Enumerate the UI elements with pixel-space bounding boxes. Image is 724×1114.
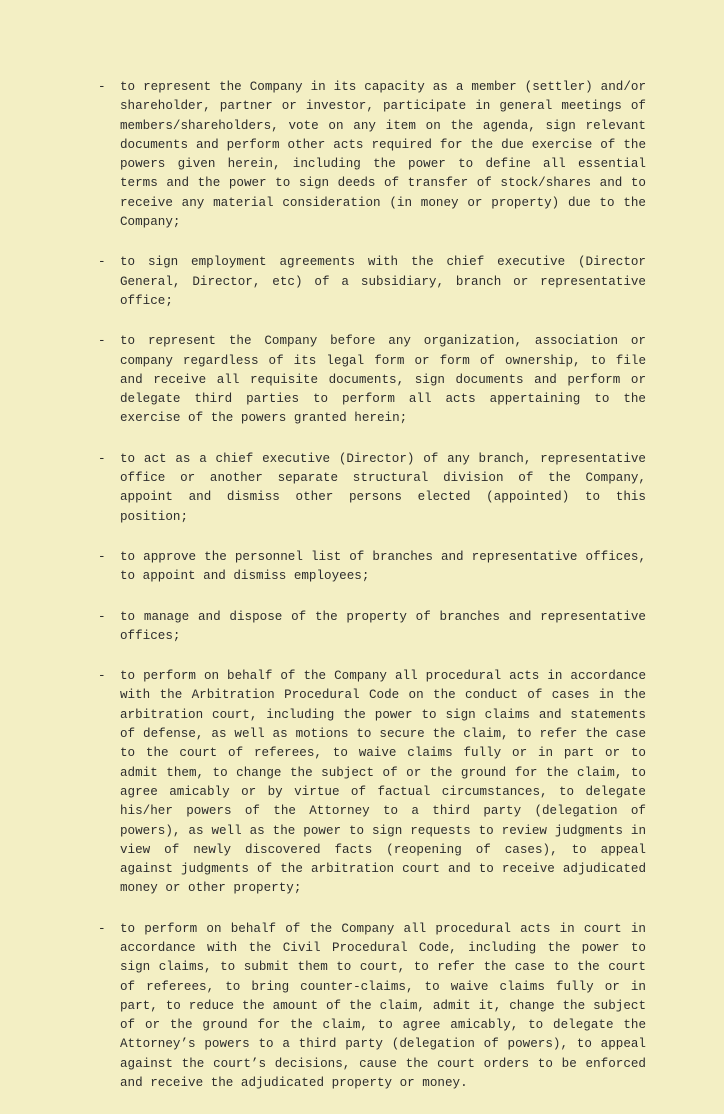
clause-text: to act as a chief executive (Director) of any branch, representative office or another separate structural division of the Company, appoint and dismiss other persons elected (appointed) to this position; <box>120 451 646 524</box>
bullet-dash: - <box>98 451 106 466</box>
list-item <box>98 332 646 428</box>
list-item <box>98 78 646 232</box>
list-item <box>98 450 646 527</box>
bullet-dash: - <box>98 921 106 936</box>
bullet-dash: - <box>98 80 106 94</box>
bullet-dash: - <box>98 669 106 684</box>
list-item <box>98 667 646 899</box>
list-item <box>98 920 646 1094</box>
bullet-dash: - <box>98 334 106 349</box>
bullet-dash: - <box>98 609 106 624</box>
powers-list <box>98 78 646 1114</box>
clause-text: to represent the Company in its capacity as a member (settler) and/or shareholder, partner or investor, participate in general meetings of members/shareholders, vote on any item on the agenda, sign relevant documents and perform other acts required for the due exercise of the powers given herein, including the power to define all essential terms and the power to sign deeds of transfer of stock/shares and to receive any material consideration (in money or property) due to the Company; <box>120 80 646 230</box>
list-item <box>98 608 646 647</box>
clause-text: to approve the personnel list of branches and representative offices, to appoint and dismiss employees; <box>120 549 646 584</box>
list-item <box>98 253 646 311</box>
clause-text: to manage and dispose of the property of branches and representative offices; <box>120 609 646 643</box>
clause-text: to sign employment agreements with the chief executive (Director General, Director, etc) of a subsidiary, branch or representative office; <box>120 255 646 308</box>
list-item <box>98 548 646 587</box>
clause-text: to perform on behalf of the Company all procedural acts in court in accordance with the Civil Procedural Code, including the power to sign claims, to submit them to court, to refer the case to the court of referees, to bring counter-claims, to waive claims fully or in part, to reduce the amount of the claim, admit it, change the subject of or the ground for the claim, to agree amicably, to delegate the Attorney’s powers to a third party (delegation of powers), to appeal against the court’s decisions, cause the court orders to be enforced and receive the adjudicated property or money. <box>120 921 646 1091</box>
bullet-dash: - <box>98 549 106 564</box>
bullet-dash: - <box>98 255 106 270</box>
clause-text: to represent the Company before any organization, association or company regardless of its legal form or form of ownership, to file and receive all requisite documents, sign documents and perform or delegate third parties to perform all acts appertaining to the exercise of the powers granted herein; <box>120 334 646 426</box>
clause-text: to perform on behalf of the Company all procedural acts in accordance with the Arbitration Procedural Code on the conduct of cases in the arbitration court, including the power to sign claims and statements of defense, as well as motions to secure the claim, to refer the case to the court of referees, to waive claims fully or in part or to admit them, to change the subject of or the ground for the claim, to agree amicably or by virtue of factual circumstances, to delegate his/her powers of the Attorney to a third party (delegation of powers), as well as the power to sign requests to review judgments in view of newly discovered facts (reopening of cases), to appeal against judgments of the arbitration court and to receive adjudicated money or other property; <box>120 669 646 896</box>
